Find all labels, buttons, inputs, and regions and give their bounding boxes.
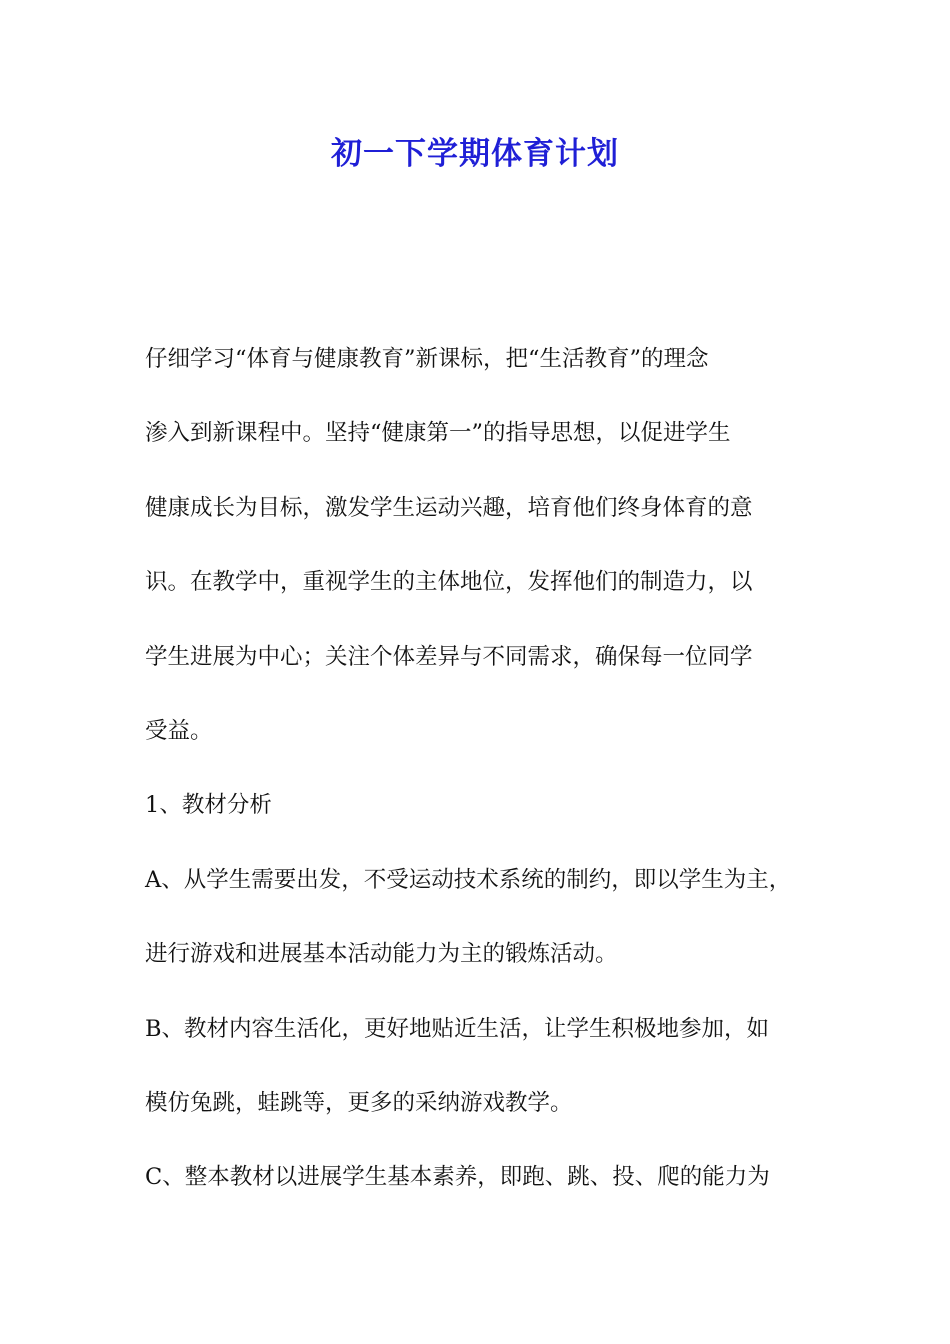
paragraph-line: 识。在教学中，重视学生的主体地位，发挥他们的制造力，以 (145, 569, 753, 596)
paragraph-line: A、从学生需要出发，不受运动技术系统的制约，即以学生为主， (145, 866, 792, 893)
document-body (145, 334, 825, 1227)
paragraph-line: 仔细学习“体育与健康教育”新课标，把“生活教育”的理念 (145, 346, 709, 372)
paragraph-line: 受益。 (145, 717, 213, 744)
document-title: 初一下学期体育计划 (331, 136, 619, 172)
section-heading: 1、教材分析 (145, 792, 272, 819)
paragraph-line: B、教材内容生活化，更好地贴近生活，让学生积极地参加，如 (145, 1015, 770, 1042)
paragraph-line: 健康成长为目标，激发学生运动兴趣，培育他们终身体育的意 (145, 494, 753, 521)
paragraph-line: 进行游戏和进展基本活动能力为主的锻炼活动。 (145, 941, 618, 968)
paragraph-line: 渗入到新课程中。坚持“健康第一”的指导思想，以促进学生 (145, 420, 731, 447)
paragraph-line: 模仿兔跳，蛙跳等，更多的采纳游戏教学。 (145, 1089, 573, 1116)
paragraph-line: C、整本教材以进展学生基本素养，即跑、跳、投、爬的能力为 (145, 1164, 770, 1191)
paragraph-line: 学生进展为中心；关注个体差异与不同需求，确保每一位同学 (145, 643, 753, 670)
